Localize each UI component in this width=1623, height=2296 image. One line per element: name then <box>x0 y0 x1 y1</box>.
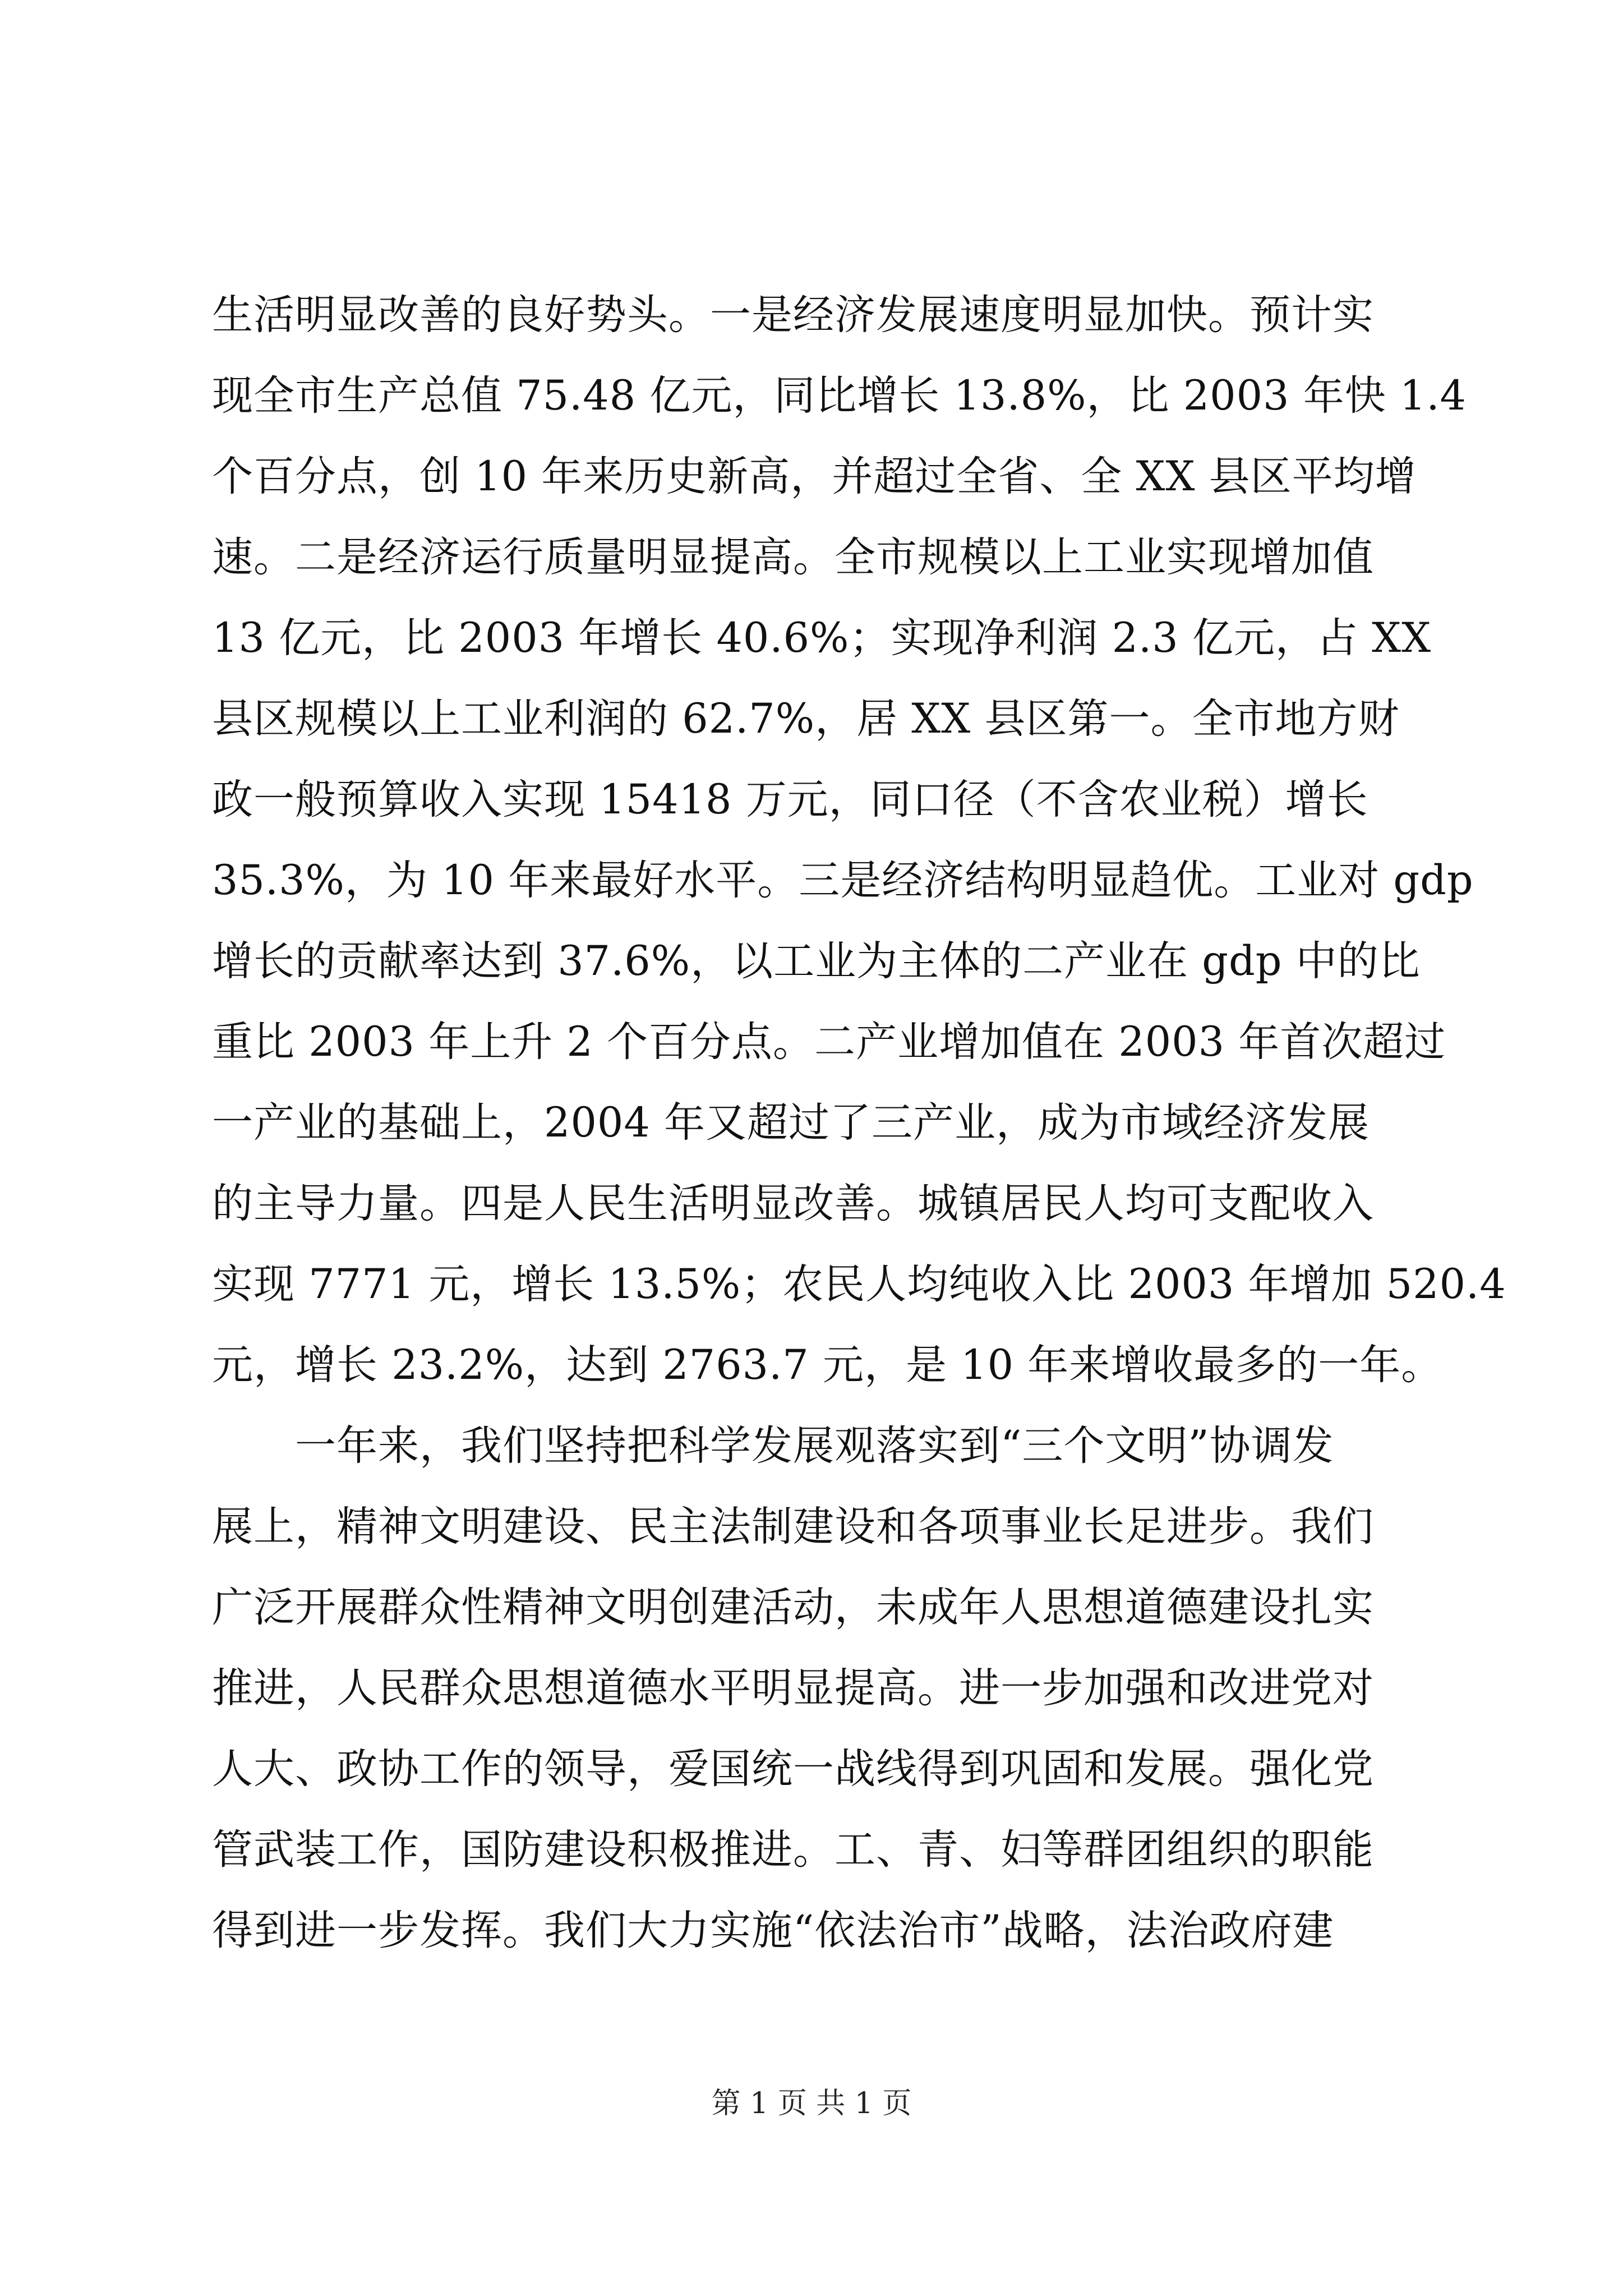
text-line: 展上，精神文明建设、民主法制建设和各项事业长足进步。我们 <box>212 1503 1374 1550</box>
page-footer <box>0 2084 1623 2123</box>
text-line: 重比 2003 年上升 2 个百分点。二产业增加值在 2003 年首次超过 <box>212 1018 1446 1066</box>
text-line: 13 亿元，比 2003 年增长 40.6%；实现净利润 2.3 亿元，占 XX <box>212 614 1432 662</box>
text-line: 的主导力量。四是人民生活明显改善。城镇居民人均可支配收入 <box>212 1180 1374 1227</box>
text-line: 一产业的基础上，2004 年又超过了三产业，成为市域经济发展 <box>212 1099 1370 1147</box>
paragraph-first-line: 一年来，我们坚持把科学发展观落实到“三个文明”协调发 <box>295 1422 1334 1470</box>
text-line: 县区规模以上工业利润的 62.7%，居 XX 县区第一。全市地方财 <box>212 695 1400 743</box>
text-line: 政一般预算收入实现 15418 万元，同口径（不含农业税）增长 <box>212 776 1368 823</box>
text-line: 管武装工作，国防建设积极推进。工、青、妇等群团组织的职能 <box>212 1826 1374 1874</box>
text-line: 现全市生产总值 75.48 亿元，同比增长 13.8%，比 2003 年快 1.4 <box>212 372 1467 420</box>
body-text <box>212 275 1506 1971</box>
text-line: 实现 7771 元，增长 13.5%；农民人均纯收入比 2003 年增加 520.4 <box>212 1260 1506 1308</box>
text-line: 广泛开展群众性精神文明创建活动，未成年人思想道德建设扎实 <box>212 1584 1374 1631</box>
page-number-label: 第 1 页 共 1 页 <box>711 2087 912 2120</box>
text-line: 35.3%，为 10 年来最好水平。三是经济结构明显趋优。工业对 gdp <box>212 857 1474 904</box>
text-line: 个百分点，创 10 年来历史新高，并超过全省、全 XX 县区平均增 <box>212 453 1417 500</box>
text-line: 人大、政协工作的领导，爱国统一战线得到巩固和发展。强化党 <box>212 1745 1374 1793</box>
text-line: 生活明显改善的良好势头。一是经济发展速度明显加快。预计实 <box>212 291 1374 339</box>
text-line: 推进，人民群众思想道德水平明显提高。进一步加强和改进党对 <box>212 1664 1374 1712</box>
text-line: 得到进一步发挥。我们大力实施“依法治市”战略，法治政府建 <box>212 1907 1334 1954</box>
text-line: 元，增长 23.2%，达到 2763.7 元，是 10 年来增收最多的一年。 <box>212 1341 1443 1389</box>
text-line: 增长的贡献率达到 37.6%，以工业为主体的二产业在 gdp 中的比 <box>212 937 1421 985</box>
text-line: 速。二是经济运行质量明显提高。全市规模以上工业实现增加值 <box>212 533 1374 581</box>
